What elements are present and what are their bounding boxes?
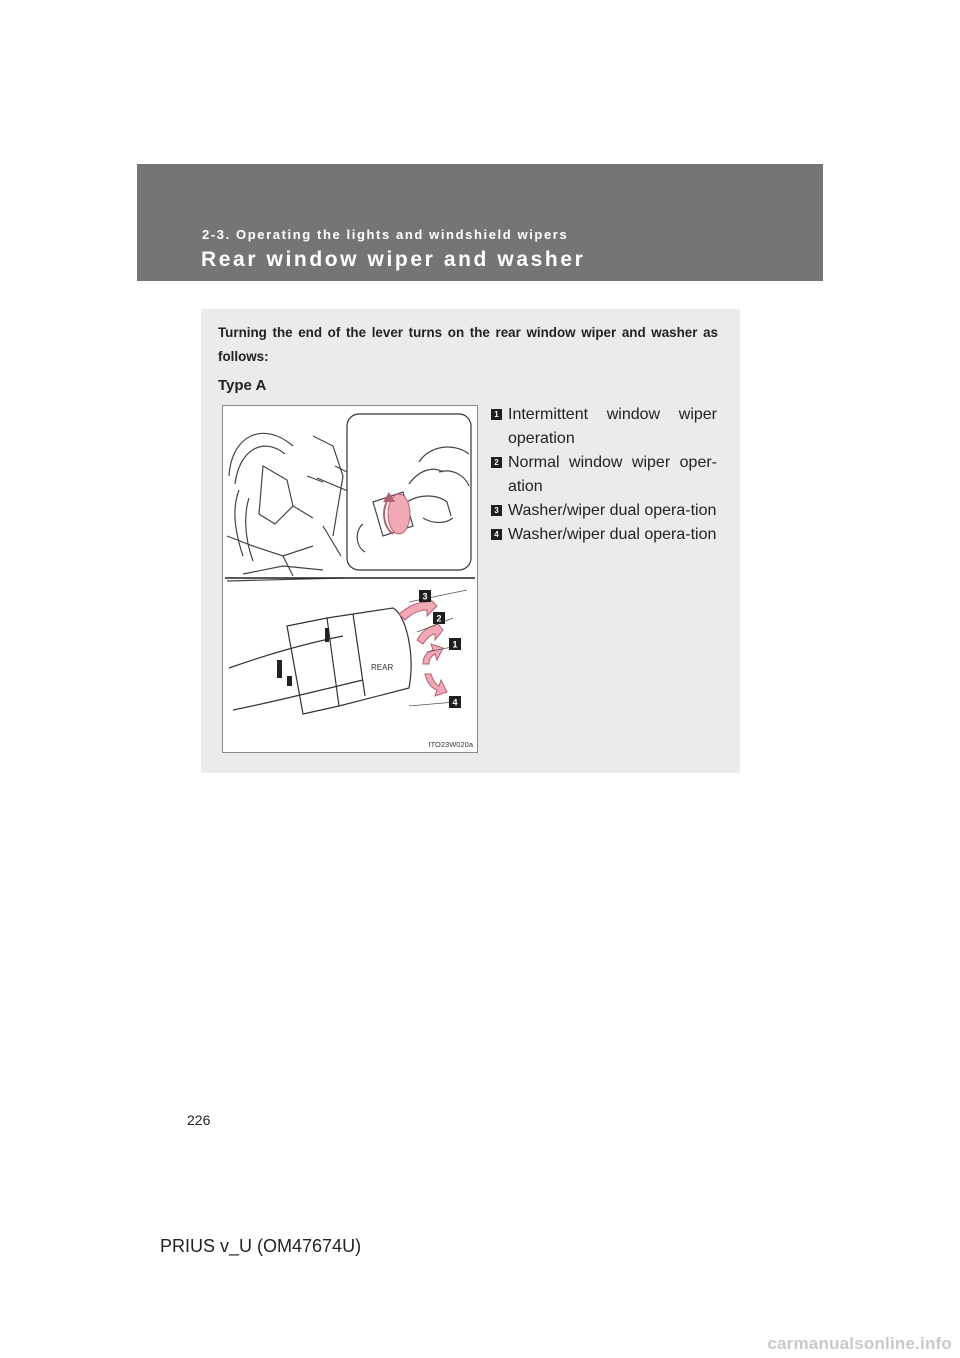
figure-callout-2 [433, 612, 445, 624]
chapter-header [137, 164, 823, 281]
svg-text:4: 4 [452, 697, 458, 708]
zoom-inset-frame [347, 414, 471, 570]
step-item [489, 451, 717, 499]
step-item [489, 499, 717, 523]
page-title: Rear window wiper and washer [201, 248, 586, 271]
step-number-badge: 4 [491, 529, 502, 540]
steering-wheel-drawing [227, 433, 351, 581]
rotation-arrows [399, 596, 447, 696]
watermark: carmanualsonline.info [767, 1334, 952, 1353]
figure-code: ITO23W020a [428, 740, 473, 749]
wiper-lever-illustration [222, 405, 478, 753]
step-number-badge: 3 [491, 505, 502, 516]
figure-callout-4 [449, 696, 461, 708]
page-number: 226 [187, 1112, 211, 1128]
svg-text:3: 3 [422, 591, 428, 602]
step-text: Normal window wiper oper-ation [508, 454, 717, 495]
step-number-badge: 2 [491, 457, 502, 468]
type-label: Type A [218, 377, 267, 394]
step-item [489, 523, 717, 547]
step-text: Washer/wiper dual opera-tion [508, 526, 717, 543]
step-text: Intermittent window wiper operation [508, 406, 717, 447]
step-text: Washer/wiper dual opera-tion [508, 502, 717, 519]
content-box [201, 309, 740, 773]
lever-mode-marker [287, 676, 292, 686]
step-item [489, 403, 717, 451]
lever-mode-marker [325, 628, 329, 642]
lever-rear-label: REAR [371, 663, 394, 672]
lever-mode-marker [277, 660, 282, 678]
figure-callout-3 [419, 590, 431, 602]
footer-model-code: PRIUS v_U (OM47674U) [160, 1236, 362, 1256]
svg-text:1: 1 [452, 639, 458, 650]
intro-text: Turning the end of the lever turns on the rear window wiper and washer as follows: [218, 325, 718, 364]
wiper-lever-stalk [229, 608, 411, 714]
step-list [489, 403, 717, 547]
figure-callout-1 [449, 638, 461, 650]
section-label: 2-3. Operating the lights and windshield wipers [202, 227, 569, 242]
svg-text:2: 2 [436, 613, 442, 624]
step-number-badge: 1 [491, 409, 502, 420]
